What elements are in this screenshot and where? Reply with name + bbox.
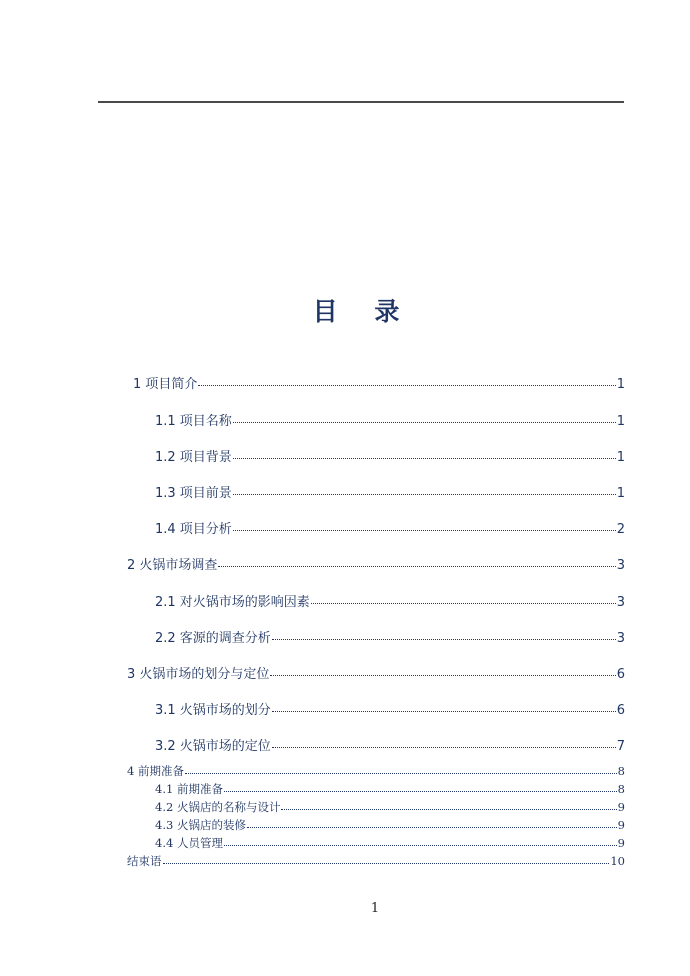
toc-dot-leader — [270, 675, 615, 676]
toc-entry-label: 3.1 火锅市场的划分 — [155, 703, 271, 718]
toc-dot-leader — [185, 773, 617, 774]
toc-entry-page: 6 — [616, 703, 625, 718]
toc-dot-leader — [272, 711, 616, 712]
toc-dot-leader — [233, 494, 616, 495]
toc-entry-label: 4.4 人员管理 — [155, 836, 223, 850]
toc-entry-label: 4 前期准备 — [127, 764, 184, 778]
toc-entry[interactable] — [155, 835, 625, 851]
toc-entry-label: 1.3 项目前景 — [155, 486, 232, 501]
toc-entry-label: 4.2 火锅店的名称与设计 — [155, 800, 281, 814]
toc-entry-label: 4.3 火锅店的装修 — [155, 818, 246, 832]
toc-entry[interactable] — [155, 591, 625, 610]
toc-dot-leader — [198, 385, 615, 386]
toc-entry-page: 7 — [616, 739, 625, 754]
toc-entry-page: 8 — [617, 764, 625, 778]
toc-entry[interactable] — [127, 763, 625, 779]
toc-entry-label: 1.2 项目背景 — [155, 450, 232, 465]
toc-entry-label: 4.1 前期准备 — [155, 782, 223, 796]
toc-dot-leader — [247, 827, 617, 828]
toc-title: 目 录 — [312, 297, 414, 326]
toc-entry[interactable] — [133, 373, 625, 392]
toc-entry[interactable] — [127, 554, 625, 573]
toc-dot-leader — [233, 458, 616, 459]
toc-entry[interactable] — [155, 410, 625, 429]
toc-entry[interactable] — [155, 627, 625, 646]
toc-entry-page: 8 — [617, 782, 625, 796]
toc-entry[interactable] — [127, 663, 625, 682]
toc-entry-label: 3.2 火锅市场的定位 — [155, 739, 271, 754]
toc-entry-page: 10 — [610, 854, 625, 868]
toc-entry[interactable] — [155, 482, 625, 501]
toc-entry-page: 2 — [616, 522, 625, 537]
page-number: 1 — [370, 901, 380, 916]
header-rule — [98, 101, 624, 103]
toc-dot-leader — [224, 791, 617, 792]
toc-dot-leader — [224, 845, 617, 846]
toc-dot-leader — [272, 639, 616, 640]
toc-entry[interactable] — [155, 446, 625, 465]
toc-entry-label: 2.1 对火锅市场的影响因素 — [155, 595, 310, 610]
toc-entry-label: 2 火锅市场调查 — [127, 558, 218, 573]
toc-entry-label: 3 火锅市场的划分与定位 — [127, 667, 270, 682]
toc-entry-label: 1 项目简介 — [133, 377, 198, 392]
toc-entry[interactable] — [155, 799, 625, 815]
toc-entry-label: 1.4 项目分析 — [155, 522, 232, 537]
toc-dot-leader — [233, 530, 616, 531]
toc-entry-page: 1 — [616, 414, 625, 429]
toc-dot-leader — [218, 566, 615, 567]
toc-entry[interactable] — [155, 781, 625, 797]
toc-entry-page: 3 — [616, 558, 625, 573]
toc-entry[interactable] — [155, 518, 625, 537]
toc-entry-label: 结束语 — [127, 854, 162, 868]
toc-entry-page: 9 — [617, 836, 625, 850]
toc-entry-label: 1.1 项目名称 — [155, 414, 232, 429]
toc-dot-leader — [233, 422, 616, 423]
toc-entry-page: 1 — [616, 486, 625, 501]
toc-entry[interactable] — [155, 699, 625, 718]
toc-entry-page: 6 — [616, 667, 625, 682]
toc-entry-page: 1 — [616, 450, 625, 465]
toc-entry-page: 9 — [617, 818, 625, 832]
toc-entry-page: 1 — [616, 377, 625, 392]
toc-entry[interactable] — [155, 735, 625, 754]
toc-entry-page: 3 — [616, 595, 625, 610]
toc-dot-leader — [311, 603, 616, 604]
toc-entry-label: 2.2 客源的调查分析 — [155, 631, 271, 646]
toc-entry-page: 9 — [617, 800, 625, 814]
toc-dot-leader — [281, 809, 616, 810]
toc-entry[interactable] — [127, 853, 625, 869]
toc-entry-page: 3 — [616, 631, 625, 646]
toc-dot-leader — [272, 747, 616, 748]
toc-entry[interactable] — [155, 817, 625, 833]
toc-dot-leader — [163, 863, 610, 864]
